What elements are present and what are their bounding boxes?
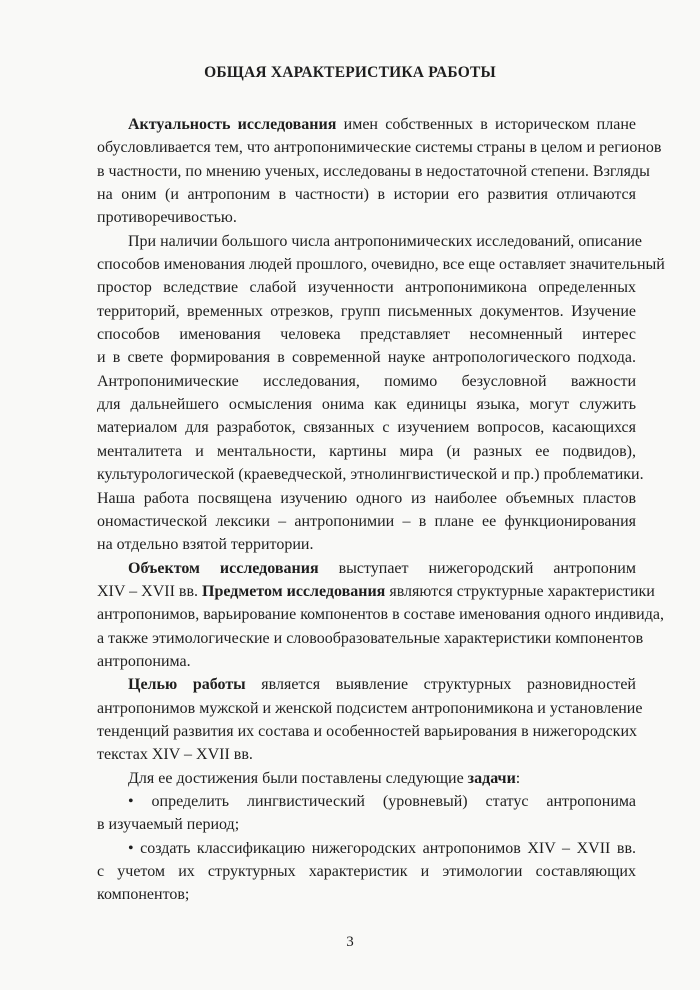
text-line [97, 767, 636, 790]
text-line [97, 323, 636, 346]
text-run: Наша работа посвящена изучению одного из наиболее объемных пластов [97, 489, 636, 507]
text-run: антропонимов, варьирование компонентов в составе именования одного индивида, [97, 606, 664, 624]
text-line [97, 487, 636, 510]
text-line [97, 416, 636, 439]
text-run: для дальнейшего осмысления онима как единицы языка, могут служить [97, 396, 636, 414]
text-run: простор вследствие слабой изученности антропонимикона определенных [97, 279, 636, 297]
text-run: ономастической лексики – антропонимии – в плане ее функционирования [97, 512, 636, 530]
text-run: противоречивостью. [97, 209, 237, 227]
text-run: а также этимологические и словообразовательные характеристики компонентов [97, 629, 644, 647]
text-run: Для ее достижения были поставлены следующие [128, 769, 468, 787]
text-run: с учетом их структурных характеристик и этимологии составляющих [97, 863, 636, 880]
text-run: менталитета и ментальности, картины мира (и разных ее подвидов), [97, 442, 636, 460]
bold-term: Объектом исследования [128, 559, 319, 577]
text-run: XIV – XVII вв. [97, 582, 203, 600]
text-line [97, 883, 636, 906]
text-line [97, 276, 636, 299]
text-line [97, 160, 650, 183]
text-run: культурологической (краеведческой, этнолингвистической и пр.) проблематики. [97, 466, 644, 484]
text-run: в частности, по мнению ученых, исследованы в недостаточной степени. Взгляды [97, 162, 650, 180]
page-title: ОБЩАЯ ХАРАКТЕРИСТИКА РАБОТЫ [204, 64, 496, 81]
text-line [97, 136, 662, 159]
bold-term: Целью работы [128, 676, 246, 694]
text-line [97, 393, 636, 416]
text-line [97, 300, 636, 323]
paragraph [97, 837, 636, 907]
text-line [97, 206, 636, 229]
bold-term: Предметом исследования [202, 582, 386, 600]
text-run: является выявление структурных разновидностей [245, 676, 636, 694]
text-line [97, 650, 636, 673]
text-line [97, 627, 644, 650]
text-line [97, 557, 636, 580]
text-line [97, 463, 644, 486]
text-run: способов именования человека представляет несомненный интерес [97, 326, 636, 344]
text-run: способов именования людей прошлого, очевидно, все еще оставляет значительный [97, 256, 665, 274]
text-line [97, 580, 655, 603]
text-line [97, 533, 636, 556]
bold-term: задачи [467, 769, 516, 787]
paragraph [97, 790, 636, 837]
paragraph [97, 230, 665, 557]
text-run: выступает нижегородский антропоним [318, 559, 636, 577]
page-number: 3 [346, 934, 354, 950]
text-run: в изучаемый период; [97, 816, 240, 834]
text-run: антропонимов мужской и женской подсистем антропонимикона и установление [97, 699, 643, 717]
text-line [97, 837, 636, 860]
text-run: антропонима. [97, 652, 191, 670]
text-run: на оним (и антропоним в частности) в истории его развития отличаются [97, 186, 636, 204]
text-line [97, 697, 643, 720]
bold-term: Актуальность исследования [128, 116, 337, 133]
text-line [97, 440, 636, 463]
text-line [97, 813, 636, 836]
text-line [97, 370, 636, 393]
paragraph [97, 113, 662, 230]
text-run: имен собственных в историческом плане [336, 116, 636, 133]
document-body [97, 113, 665, 907]
text-run: • определить лингвистический (уровневый) статус антропонима [128, 792, 636, 810]
text-line [97, 673, 636, 696]
text-run: обусловливается тем, что антропонимические системы страны в целом и регионов [97, 139, 662, 157]
text-run: территорий, временных отрезков, групп письменных документов. Изучение [97, 302, 636, 320]
text-run: При наличии большого числа антропонимических исследований, описание [128, 232, 643, 250]
text-line [97, 346, 636, 369]
text-line [97, 860, 636, 883]
text-run: • создать классификацию нижегородских антропонимов XIV – XVII вв. [128, 839, 636, 857]
text-run: являются структурные характеристики [385, 582, 655, 600]
text-run: текстах XIV – XVII вв. [97, 746, 253, 764]
paragraph [97, 557, 664, 674]
text-line [97, 183, 636, 206]
text-line [97, 603, 664, 626]
text-run: Антропонимические исследования, помимо безусловной важности [97, 372, 636, 390]
text-line [97, 230, 643, 253]
text-run: и в свете формирования в современной науке антропологического подхода. [97, 349, 636, 367]
text-run: на отдельно взятой территории. [97, 536, 314, 554]
paragraph [97, 673, 643, 766]
text-run: компонентов; [97, 886, 190, 904]
text-line [97, 510, 636, 533]
text-run: материалом для разработок, связанных с изучением вопросов, касающихся [97, 419, 636, 437]
text-line [97, 720, 636, 743]
text-line [97, 253, 665, 276]
text-line [97, 113, 636, 136]
text-run: тенденций развития их состава и особенностей варьирования в нижегородских [97, 722, 638, 740]
text-line [97, 790, 636, 813]
text-run: : [515, 769, 521, 787]
text-line [97, 743, 636, 766]
paragraph [97, 767, 636, 790]
